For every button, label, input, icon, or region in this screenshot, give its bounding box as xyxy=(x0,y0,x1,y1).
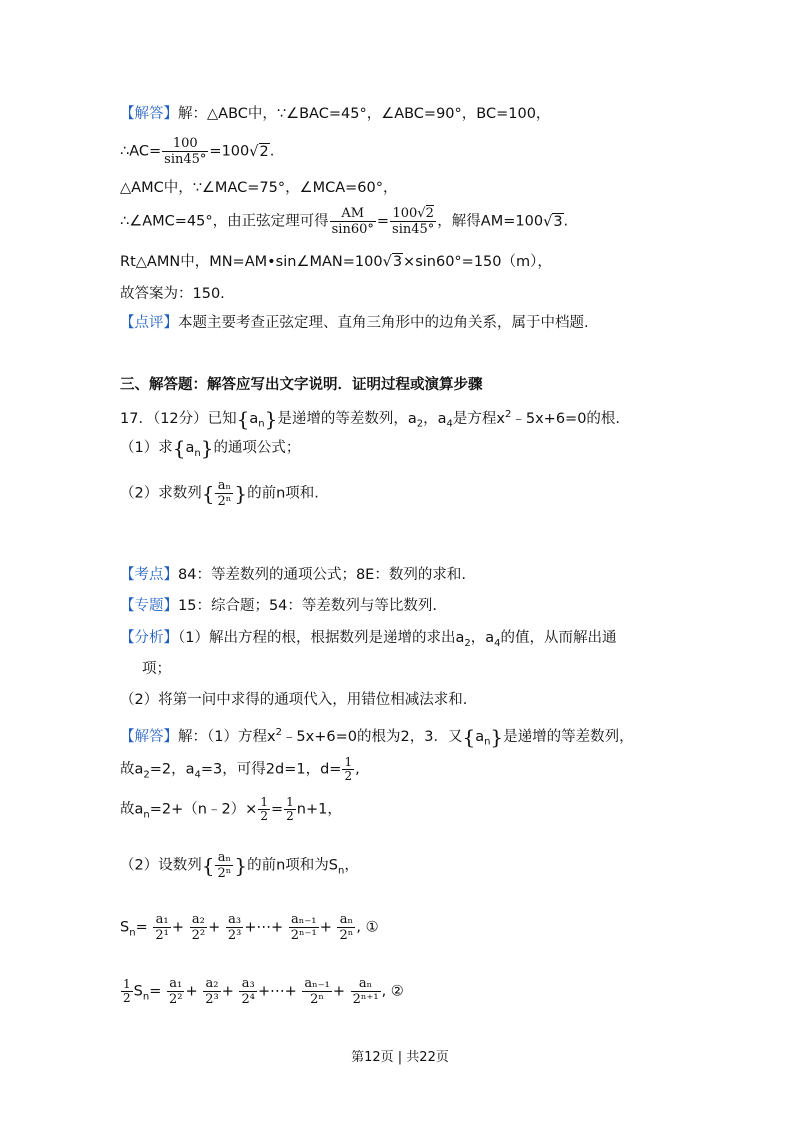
zhuanti-tag: 【专题】 xyxy=(120,598,178,614)
term-2: $\frac{\text{a₂}}{\text{2²}}$ xyxy=(191,912,206,943)
law-of-sines-line: ∴∠AMC=45°，由正弦定理可得 $\frac{AM}{\sin 60^\circ}$ = $\frac{100√2}{\sin 45^\circ}$ ，解得AM=100√3. xyxy=(120,206,569,237)
term-n: $\frac{\text{aₙ}}{\text{2ⁿ⁺¹}}$ xyxy=(352,976,379,1007)
sqrt-3: √3 xyxy=(543,213,563,230)
sum-equation-1: $S_n=$ $\frac{\text{a₁}}{\text{2¹}}$ + $\frac{\text{a₂}}{\text{2²}}$ + $\frac{\text{a₃}}{\text{2³}}$ +⋯+ $\frac{\text{aₙ₋₁}}{\text{2ⁿ⁻¹}}$ + $\frac{\text{aₙ}}{\text{2ⁿ}}$ , ① xyxy=(120,912,379,943)
question-17-part-1: （1）求$\{a_n\}$的通项公式； xyxy=(120,436,301,460)
term-1: $\frac{\text{a₁}}{\text{2²}}$ xyxy=(168,976,183,1007)
am-fraction: $\frac{AM}{\sin 60^\circ}$ xyxy=(331,206,374,237)
half-fraction: $\frac{1}{2}$ xyxy=(286,795,294,823)
jieda-line-2: 故$a_2=2$，$a_4=3$，可得2d=1，d= $\frac{1}{2}$ , xyxy=(120,755,360,783)
term-2: $\frac{\text{a₂}}{\text{2³}}$ xyxy=(205,976,219,1007)
fenxi-line-1-cont: 项； xyxy=(142,661,171,677)
question-17: 17．（12分）已知$\{a_n\}$是递增的等差数列，$a_2$，$a_4$是方程$x^2﹣5x+6=0$的根. xyxy=(120,406,621,431)
term-n: $\frac{\text{aₙ}}{\text{2ⁿ}}$ xyxy=(339,912,354,943)
jieda-line-1: 【解答】解：（1）方程$x^2﹣5x+6=0$的根为2，3．又$\{a_n\}$是递增的等差数列， xyxy=(120,724,634,749)
sqrt-2: √2 xyxy=(249,143,269,160)
section-heading: 三、解答题：解答应写出文字说明．证明过程或演算步骤 xyxy=(120,377,483,393)
ac-fraction: $\frac{100}{\sin 45^\circ}$ xyxy=(164,136,207,167)
review-tag: 【点评】 xyxy=(120,315,178,331)
answer-tag: 【解答】 xyxy=(120,106,178,122)
jieda-line-4: （2）设数列{ $\frac{\text{aₙ}}{\text{2ⁿ}}$ }的前n项和为$S_n$， xyxy=(120,850,359,881)
answer-line: 故答案为：150. xyxy=(120,286,225,302)
fenxi-tag: 【分析】 xyxy=(120,630,178,646)
fenxi-line-2: （2）将第一问中求得的通项代入，用错位相减法求和. xyxy=(120,692,468,708)
circled-2: ② xyxy=(390,983,404,1000)
half-fraction: $\frac{1}{2}$ xyxy=(123,977,131,1005)
term-n-minus-1: $\frac{\text{aₙ₋₁}}{\text{2ⁿ}}$ xyxy=(304,976,330,1007)
jieda-tag: 【解答】 xyxy=(120,728,178,745)
term-n-minus-1: $\frac{\text{aₙ₋₁}}{\text{2ⁿ⁻¹}}$ xyxy=(290,912,317,943)
amc-line: △AMC中，∵∠MAC=75°，∠MCA=60°， xyxy=(120,180,398,196)
sqrt-3: √3 xyxy=(382,254,403,270)
sum-equation-2: $\frac{1}{2}$ $S_n=$ $\frac{\text{a₁}}{\text{2²}}$ + $\frac{\text{a₂}}{\text{2³}}$ + $\frac{\text{a₃}}{\text{2⁴}}$ +⋯+ $\frac{\text{aₙ₋₁}}{\text{2ⁿ}}$ + $\frac{\text{aₙ}}{\text{2ⁿ⁺¹}}$ , ② xyxy=(123,976,404,1007)
kaodian-tag: 【考点】 xyxy=(120,567,178,583)
review-line: 【点评】本题主要考查正弦定理、直角三角形中的边角关系，属于中档题. xyxy=(120,315,589,331)
an-over-2n: $\frac{\text{aₙ}}{\text{2ⁿ}}$ xyxy=(217,850,232,881)
half-fraction: $\frac{1}{2}$ xyxy=(260,795,268,823)
page-footer: 第12页 | 共22页 xyxy=(351,1050,449,1065)
zhuanti-line: 【专题】15：综合题；54：等差数列与等比数列. xyxy=(120,598,438,614)
solution-line-1: 【解答】解：△ABC中，∵∠BAC=45°，∠ABC=90°，BC=100， xyxy=(120,106,551,122)
sqrt2-fraction: $\frac{100√2}{\sin 45^\circ}$ xyxy=(392,206,435,237)
rt-line: Rt△AMN中，MN=AM•sin∠MAN=100√3×sin60°=150（m）， xyxy=(120,254,552,270)
an-over-2n: $\frac{\text{aₙ}}{\text{2ⁿ}}$ xyxy=(217,478,232,509)
term-3: $\frac{\text{a₃}}{\text{2³}}$ xyxy=(227,912,242,943)
kaodian-line: 【考点】84：等差数列的通项公式；8E：数列的求和. xyxy=(120,567,466,583)
fenxi-line-1: 【分析】（1）解出方程的根，根据数列是递增的求出$a_2$，$a_4$的值，从而解出通 xyxy=(120,630,617,649)
ac-formula: ∴AC= $\frac{100}{\sin 45^\circ}$ =100√2. xyxy=(120,136,275,167)
circled-1: ① xyxy=(365,919,379,936)
question-17-part-2: （2）求数列{ $\frac{\text{aₙ}}{\text{2ⁿ}}$ }的前n项和. xyxy=(120,478,319,509)
jieda-line-3: 故$a_n=2+(n﹣2)\times$ $\frac{1}{2}$ = $\frac{1}{2}$ n+1， xyxy=(120,795,342,823)
term-3: $\frac{\text{a₃}}{\text{2⁴}}$ xyxy=(241,976,255,1007)
term-1: $\frac{\text{a₁}}{\text{2¹}}$ xyxy=(155,912,169,943)
half-fraction: $\frac{1}{2}$ xyxy=(344,755,353,783)
